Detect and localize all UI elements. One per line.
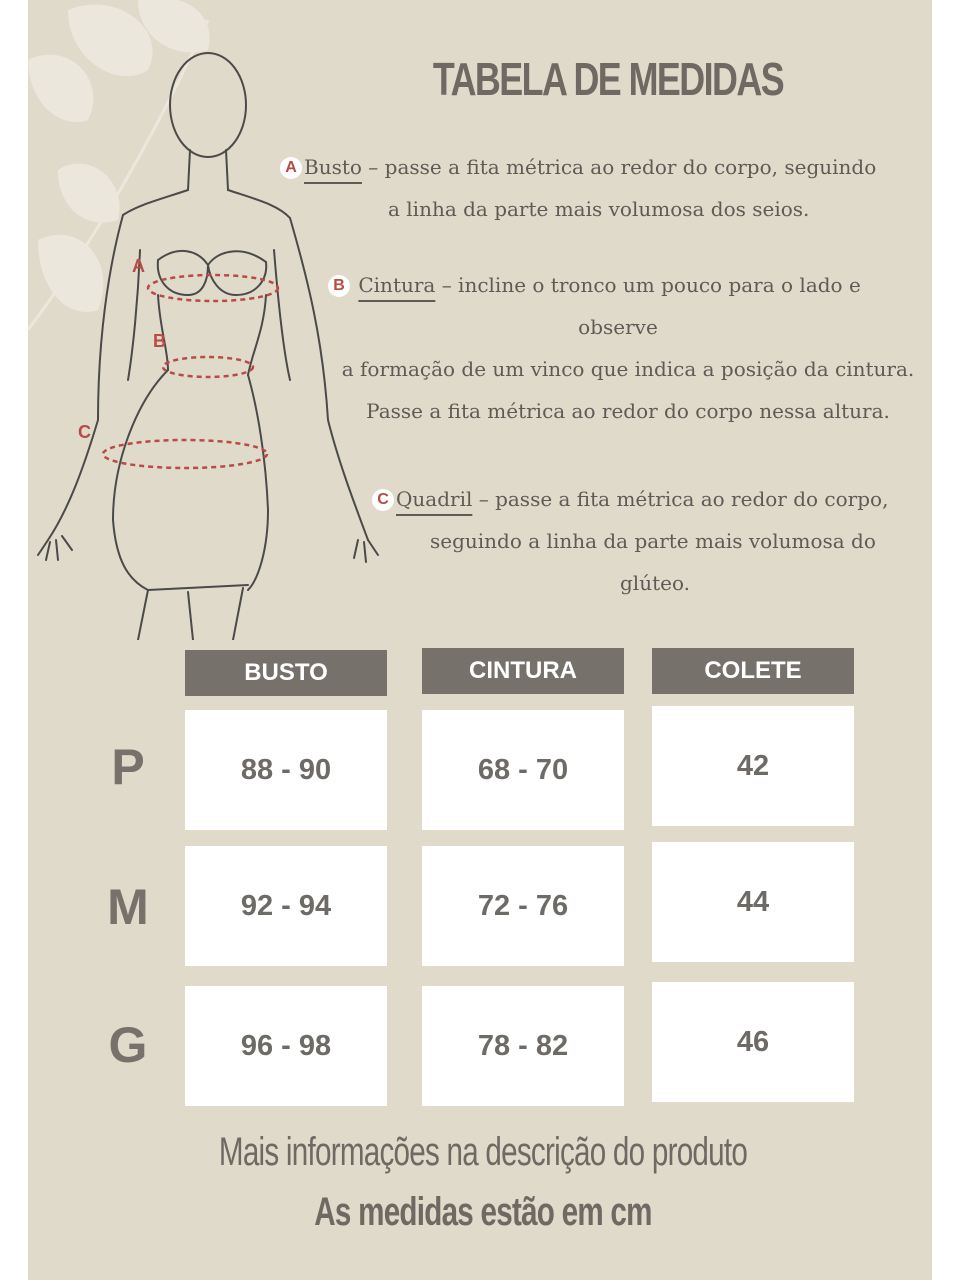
quadril-badge: C	[372, 489, 394, 511]
table-cell: 46	[652, 982, 854, 1102]
footer-units: As medidas estão em cm	[314, 1190, 652, 1234]
busto-line-1: – passe a fita métrica ao redor do corpo, seguindo	[361, 155, 877, 179]
size-chart-page	[28, 0, 932, 1280]
size-label-m: M	[107, 879, 149, 935]
busto-term: Busto	[304, 155, 362, 179]
page-title: TABELA DE MEDIDAS	[432, 53, 784, 105]
table-cell: 88 - 90	[185, 710, 387, 830]
quadril-description	[372, 478, 928, 604]
cintura-line-4: Passe a fita métrica ao redor do corpo nessa altura.	[366, 399, 890, 423]
cintura-line-1: – incline o tronco um pouco para o lado e	[435, 273, 861, 297]
column-header-busto: BUSTO	[185, 650, 387, 696]
table-cell: 42	[652, 706, 854, 826]
column-header-colete: COLETE	[652, 648, 854, 694]
cintura-description-cont	[328, 348, 928, 432]
table-cell: 92 - 94	[185, 846, 387, 966]
table-cell: 72 - 76	[422, 846, 624, 966]
busto-description	[280, 146, 920, 230]
quadril-line-1: – passe a fita métrica ao redor do corpo,	[472, 487, 889, 511]
table-cell: 68 - 70	[422, 710, 624, 830]
footer-info: Mais informações na descrição do produto	[218, 1130, 748, 1174]
table-cell: 78 - 82	[422, 986, 624, 1106]
quadril-line-2: seguindo a linha da parte mais volumosa do	[430, 529, 876, 553]
cintura-term: Cintura	[358, 273, 436, 297]
cintura-line-3: a formação de um vinco que indica a posição da cintura.	[341, 357, 915, 381]
quadril-line-3: glúteo.	[620, 571, 690, 595]
size-label-g: G	[108, 1017, 148, 1073]
cintura-badge: B	[328, 275, 350, 297]
figure-label-a: A	[132, 256, 145, 276]
busto-line-2: a linha da parte mais volumosa dos seios.	[388, 197, 810, 221]
quadril-term: Quadril	[396, 487, 473, 511]
figure-label-b: B	[153, 331, 166, 351]
column-header-cintura: CINTURA	[422, 648, 624, 694]
size-label-p: P	[111, 739, 145, 795]
busto-badge: A	[280, 157, 302, 179]
table-cell: 96 - 98	[185, 986, 387, 1106]
figure-label-c: C	[78, 422, 91, 442]
cintura-description	[328, 264, 928, 348]
cintura-line-2: observe	[578, 315, 658, 339]
table-cell: 44	[652, 842, 854, 962]
